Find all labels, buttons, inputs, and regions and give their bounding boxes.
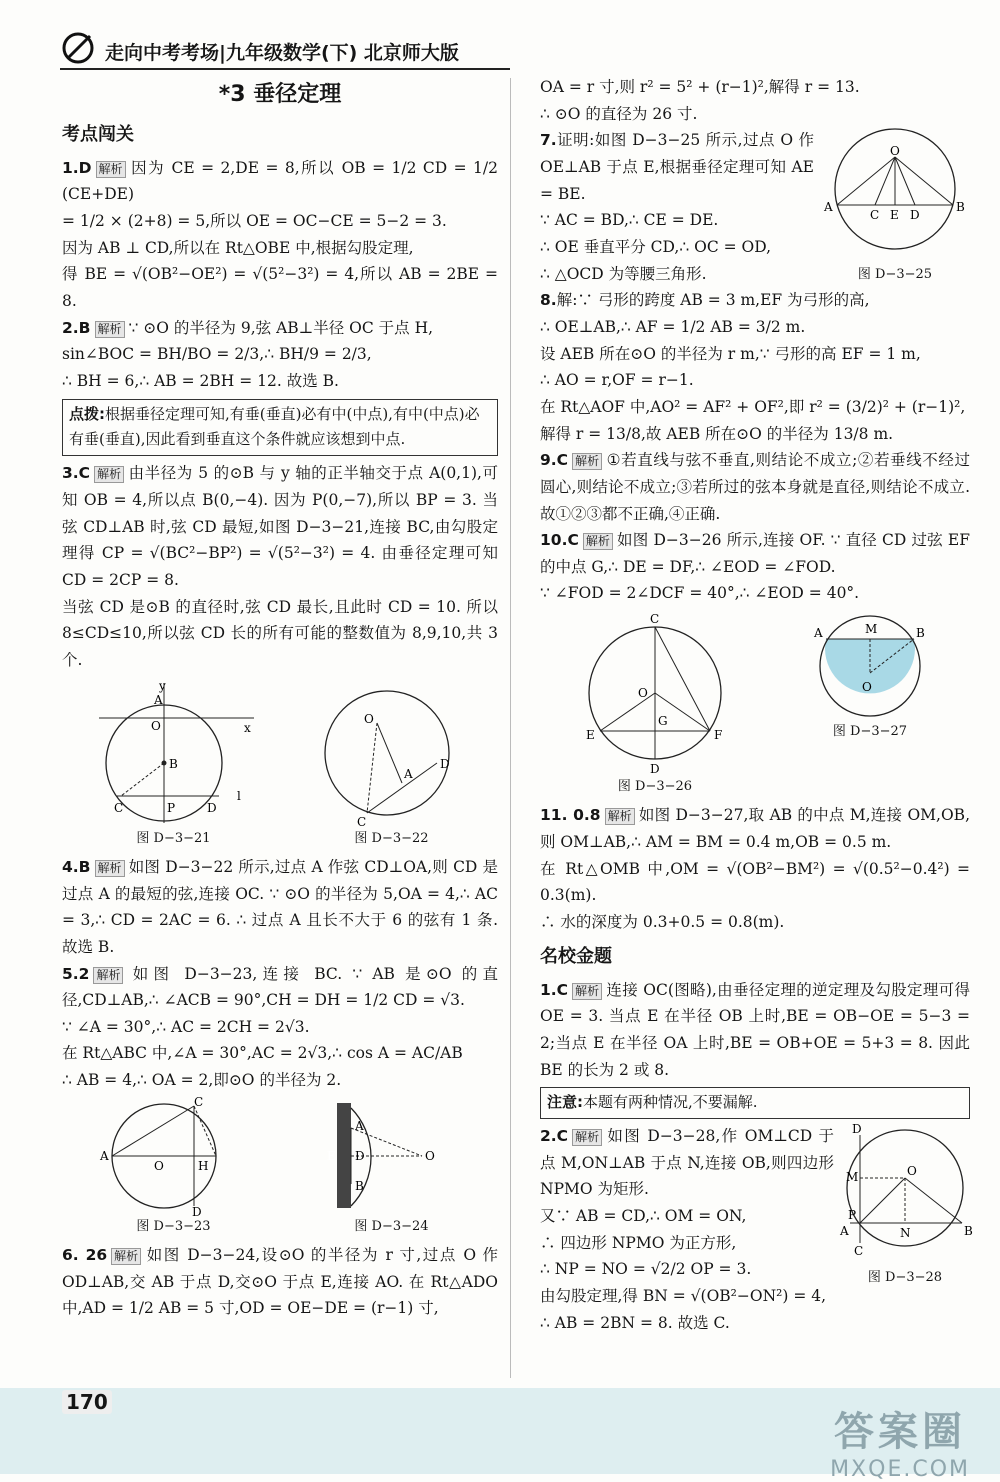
svg-text:O: O [363,711,374,726]
figure-caption: 图 D−3−27 [832,724,908,740]
svg-text:A: A [824,200,833,215]
svg-text:l: l [236,788,241,803]
m2-line2: 又∵ AB = CD,∴ OM = ON, [540,1207,747,1226]
svg-text:F: F [714,728,723,743]
svg-text:A: A [354,1118,364,1133]
q2-line3: ∴ BH = 6,∴ AB = 2BH = 12. 故选 B. [62,372,339,391]
q11-line2: 在 Rt△OMB 中,OM = √(OB²−BM²) = √(0.5²−0.4²) = 0.3(m). [540,859,970,905]
m2-line3: ∴ 四边形 NPMO 为正方形, [540,1233,737,1252]
q1-line3: 因为 AB ⊥ CD,所以在 Rt△OBE 中,根据勾股定理, [62,238,414,257]
q4: 4.B 解析 如图 D−3−22 所示,过点 A 作弦 CD⊥OA,则 CD 是过点 A 的最短的弦,连接 OC. ∵ ⊙O 的半径为 5,OA = 4,∴ AC = 3,∴ CD = 2AC = 6. ∴ 过点 A 且长不大于 6 的弦有 1 条. 故选 B. [62,857,498,956]
svg-text:C: C [356,814,366,829]
q2: 2.B 解析 ∵ ⊙O 的半径为 9,弦 AB⊥半径 OC 于点 H, [62,318,434,337]
svg-text:O: O [150,718,161,733]
column-divider [510,78,511,1378]
analysis-tag: 解析 [572,1129,602,1146]
header [60,30,500,66]
figure-24-diagram [317,1098,467,1216]
q6: 6. 26 解析 如图 D−3−24,设⊙O 的半径为 r 寸,过点 O 作 OD⊥AB,交 AB 于点 D,交⊙O 于点 E,连接 AO. 在 Rt△ADO 中,AD = 1/2 AB = 5 寸,OD = OE−DE = (r−1) 寸, [62,1246,498,1318]
figure-22-diagram [312,678,472,828]
svg-text:D: D [206,800,217,815]
q10: 10.C 解析 如图 D−3−26 所示,连接 OF. ∵ 直径 CD 过弦 EF 的中点 G,∴ DE = DF,∴ ∠EOD = ∠FOD. [540,531,970,576]
q6-continued-line1: OA = r 寸,则 r² = 5² + (r−1)²,解得 r = 13. [540,78,860,96]
svg-text:A: A [403,766,413,781]
figure-27-diagram [810,611,930,721]
figure-caption: 图 D−3−28 [867,1269,943,1285]
q5-line4: ∴ AB = 4,∴ OA = 2,即⊙O 的半径为 2. [62,1071,342,1090]
svg-text:B: B [956,200,965,215]
note-box: 注意:本题有两种情况,不要漏解. [540,1087,970,1119]
q1: 1.D 解析 因为 CE = 2,DE = 8,所以 OB = 1/2 CD = 1/2 (CE+DE) [62,158,498,204]
svg-text:E: E [890,208,899,223]
q7-line2: ∵ AC = BD,∴ CE = DE. [540,211,719,230]
svg-text:P: P [848,1208,857,1223]
svg-text:D: D [910,208,920,223]
q8-line6: 解得 r = 13/8,故 AEB 所在⊙O 的半径为 13/8 m. [540,424,894,443]
svg-text:x: x [243,720,251,735]
figure-d-3-24 [317,1098,467,1238]
figure-caption: 图 D−3−26 [617,779,693,795]
q5: 5.2 解析 如图 D−3−23,连接 BC. ∵ AB 是⊙O 的直径,CD⊥AB,∴ ∠ACB = 90°,CH = DH = 1/2 CD = √3. [62,964,498,1010]
figure-d-3-21 [89,678,259,850]
svg-text:G: G [658,714,668,729]
svg-text:D: D [852,1122,862,1137]
analysis-tag: 解析 [111,1248,141,1265]
analysis-tag: 解析 [95,860,125,877]
m2-line6: ∴ AB = 2BN = 8. 故选 C. [540,1313,730,1332]
figure-23-diagram [94,1094,254,1219]
figure-26-diagram [580,611,730,776]
header-title: 走向中考考场|九年级数学(下) 北京师大版 [105,42,459,64]
svg-text:C: C [650,612,660,627]
figure-d-3-25 [820,127,970,286]
svg-text:D: D [354,1148,365,1163]
svg-text:B: B [354,1178,364,1193]
m1: 1.C 解析 连接 OC(图略),由垂径定理的逆定理及勾股定理可得 OE = 3. 当点 E 在半径 OB 上时,BE = OB−OE = 5−3 = 2;当点 E 在半径 OA 上时,BE = OB+OE = 5+3 = 8. 因此 BE 的长为 2 或 8. [540,980,970,1079]
q6-continued-line2: ∴ ⊙O 的直径为 26 寸. [540,104,698,123]
figure-d-3-26 [580,611,730,798]
q7: 7.证明:如图 D−3−25 所示,过点 O 作 OE⊥AB 于点 E,根据垂径定理可知 AE = BE. [540,131,814,203]
svg-text:D: D [650,762,660,777]
svg-text:H: H [197,1158,208,1173]
q8-line3: 设 AEB 所在⊙O 的半径为 r m,∵ 弓形的高 EF = 1 m, [540,344,921,363]
q8: 8.解:∵ 弓形的跨度 AB = 3 m,EF 为弓形的高, [540,291,870,310]
figure-row-21-22 [62,678,498,850]
figure-28-diagram [840,1122,973,1259]
svg-text:A: A [840,1224,849,1239]
svg-text:O: O [907,1164,917,1179]
svg-text:O: O [638,686,648,701]
right-column [540,74,973,1336]
q10-line2: ∵ ∠FOD = 2∠DCF = 40°,∴ ∠EOD = 40°. [540,584,860,603]
figure-caption: 图 D−3−23 [136,1218,211,1234]
svg-text:B: B [916,626,925,641]
analysis-tag: 解析 [93,967,123,984]
q11-line3: ∴ 水的深度为 0.3+0.5 = 0.8(m). [540,913,785,932]
svg-text:O: O [890,144,900,159]
q7-line3: ∴ OE 垂直平分 CD,∴ OC = OD, [540,237,772,256]
svg-text:D: D [439,756,450,771]
q11: 11. 0.8 解析 如图 D−3−27,取 AB 的中点 M,连接 OM,OB,则 OM⊥AB,∴ AM = BM = 0.4 m,OB = 0.5 m. [540,806,970,852]
svg-text:B: B [168,756,178,771]
svg-text:E: E [586,728,595,743]
q3: 3.C 解析 由半径为 5 的⊙B 与 y 轴的正半轴交于点 A(0,1),可知 OB = 4,所以点 B(0,−4). 因为 P(0,−7),所以 BP = 3. 当弦 CD⊥AB 时,弦 CD 最短,如图 D−3−21,连接 BC,由勾股定理得 CP = √(BC²−BP²) = √(5²−3²) = 4. 由垂径定理可知 CD = 2CP = 8. [62,464,498,589]
figure-caption: 图 D−3−22 [354,830,429,846]
svg-text:B: B [964,1224,973,1239]
analysis-tag: 解析 [96,161,126,178]
q8-line5: 在 Rt△AOF 中,AO² = AF² + OF²,即 r² = (3/2)² + (r−1)², [540,397,966,416]
logo-icon [60,30,100,66]
m2: 2.C 解析 如图 D−3−28,作 OM⊥CD 于点 M,ON⊥AB 于点 N,连接 OB,则四边形 NPMO 为矩形. [540,1127,834,1199]
svg-text:N: N [900,1226,911,1241]
q1-line4: 得 BE = √(OB²−OE²) = √(5²−3²) = 4,所以 AB = 2BE = 8. [62,265,498,311]
left-column [62,74,498,1322]
svg-text:O: O [153,1158,164,1173]
svg-text:O: O [424,1148,435,1163]
m2-line4: ∴ NP = NO = √2/2 OP = 3. [540,1260,752,1279]
analysis-tag: 解析 [95,321,125,338]
figure-caption: 图 D−3−21 [136,830,211,846]
svg-text:E: E [326,1148,336,1163]
svg-text:C: C [870,208,880,223]
q1-line2: = 1/2 × (2+8) = 5,所以 OE = OC−CE = 5−2 = 3. [62,212,447,231]
figure-21-diagram [89,678,259,828]
q2-line2: sin∠BOC = BH/BO = 2/3,∴ BH/9 = 2/3, [62,345,372,364]
figure-row-26-27 [540,611,970,798]
analysis-tag: 解析 [605,808,635,825]
svg-text:M: M [846,1170,859,1185]
svg-text:C: C [193,1094,203,1109]
svg-text:D: D [191,1204,202,1219]
q7-line4: ∴ △OCD 为等腰三角形. [540,264,707,283]
svg-text:M: M [865,622,878,637]
q5-line3: 在 Rt△ABC 中,∠A = 30°,AC = 2√3,∴ cos A = AC/AB [62,1044,463,1063]
figure-d-3-23 [94,1094,254,1238]
svg-text:O: O [862,680,872,695]
q5-line2: ∵ ∠A = 30°,∴ AC = 2CH = 2√3. [62,1017,310,1036]
analysis-tag: 解析 [94,466,124,483]
subsection-title: 考点闯关 [62,123,134,145]
analysis-tag: 解析 [572,983,602,1000]
analysis-tag: 解析 [583,533,613,550]
q3-part2: 当弦 CD 是⊙B 的直径时,弦 CD 最长,且此时 CD = 10. 所以 8≤CD≤10,所以弦 CD 长的所有可能的整数值为 8,9,10,共 3 个. [62,597,498,669]
figure-row-23-24 [62,1094,498,1238]
svg-text:C: C [854,1244,864,1259]
figure-25-diagram [820,127,970,255]
figure-d-3-27 [810,611,930,798]
q8-line2: ∴ OE⊥AB,∴ AF = 1/2 AB = 3/2 m. [540,317,806,336]
analysis-tag: 解析 [572,453,602,470]
subsection-title-2: 名校金题 [540,945,612,967]
watermark: 答案圈 MXQE.COM [830,1409,970,1482]
q9: 9.C 解析 ①若直线与弦不垂直,则结论不成立;②若垂线不经过圆心,则结论不成立;③若所过的弦本身就是直径,则结论不成立. 故①②③都不正确,④正确. [540,451,970,523]
svg-text:P: P [166,800,175,815]
svg-text:y: y [158,678,166,693]
q8-line4: ∴ AO = r,OF = r−1. [540,371,694,390]
svg-text:C: C [113,800,123,815]
svg-text:A: A [814,626,823,641]
m2-line5: 由勾股定理,得 BN = √(OB²−ON²) = 4, [540,1287,827,1306]
svg-text:A: A [153,692,163,707]
svg-text:A: A [99,1148,109,1163]
header-rule [60,68,510,70]
tip-box: 点拨:根据垂径定理可知,有垂(垂直)必有中(中点),有中(中点)必有垂(垂直),因此看到垂直这个条件就应该想到中点. [62,399,498,457]
figure-caption: 图 D−3−24 [354,1218,429,1234]
figure-d-3-28 [840,1122,973,1289]
section-title: *3 垂径定理 [218,82,342,107]
figure-caption: 图 D−3−25 [857,266,933,282]
figure-d-3-22 [312,678,472,850]
page-number: 170 [62,1390,112,1414]
